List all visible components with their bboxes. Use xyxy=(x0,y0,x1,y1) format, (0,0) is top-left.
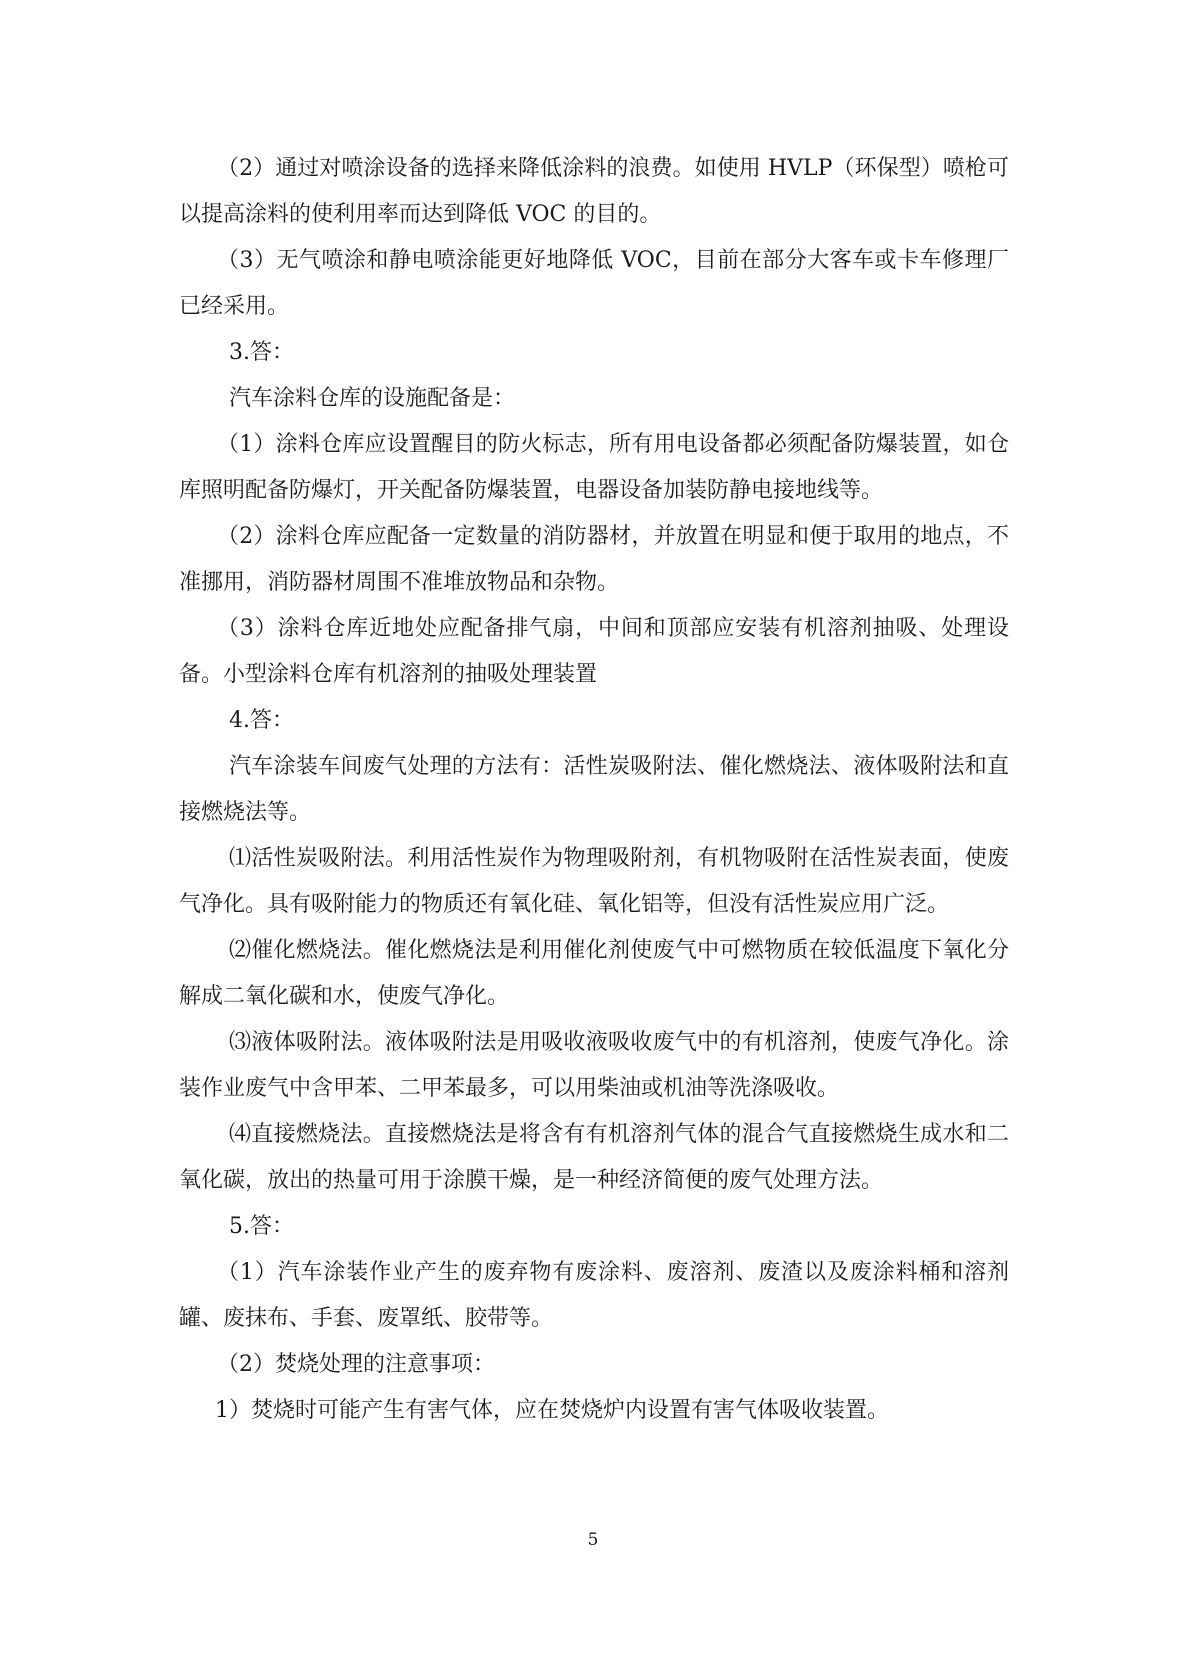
paragraph-4-1: ⑴活性炭吸附法。利用活性炭作为物理吸附剂，有机物吸附在活性炭表面，使废气净化。具有吸附能力的物质还有氧化硅、氧化铝等，但没有活性炭应用广泛。 xyxy=(179,846,1009,917)
paragraph-2-3: （3）无气喷涂和静电喷涂能更好地降低 VOC，目前在部分大客车或卡车修理厂已经采用。 xyxy=(179,248,1009,319)
paragraph-4-3: ⑶液体吸附法。液体吸附法是用吸收液吸收废气中的有机溶剂，使废气净化。涂装作业废气中含甲苯、二甲苯最多，可以用柴油或机油等洗涤吸收。 xyxy=(179,1030,1009,1101)
paragraph-3-intro: 汽车涂料仓库的设施配备是： xyxy=(229,386,516,411)
paragraph-5-1: （1）汽车涂装作业产生的废弃物有废涂料、废溶剂、废渣以及废涂料桶和溶剂罐、废抹布、手套、废罩纸、胶带等。 xyxy=(179,1260,1009,1331)
answer-3-heading: 3.答： xyxy=(229,340,294,365)
paragraph-5-2: （2）焚烧处理的注意事项： xyxy=(217,1352,495,1377)
paragraph-3-3: （3）涂料仓库近地处应配备排气扇，中间和顶部应安装有机溶剂抽吸、处理设备。小型涂料仓库有机溶剂的抽吸处理装置 xyxy=(179,616,1009,687)
paragraph-4-4: ⑷直接燃烧法。直接燃烧法是将含有有机溶剂气体的混合气直接燃烧生成水和二氧化碳，放出的热量可用于涂膜干燥，是一种经济简便的废气处理方法。 xyxy=(179,1122,1009,1193)
paragraph-4-intro: 汽车涂装车间废气处理的方法有：活性炭吸附法、催化燃烧法、液体吸附法和直接燃烧法等。 xyxy=(179,754,1009,825)
paragraph-3-2: （2）涂料仓库应配备一定数量的消防器材，并放置在明显和便于取用的地点，不准挪用，消防器材周围不准堆放物品和杂物。 xyxy=(179,524,1009,595)
page-number: 5 xyxy=(587,1530,599,1550)
paragraph-2-2: （2）通过对喷涂设备的选择来降低涂料的浪费。如使用 HVLP（环保型）喷枪可以提高涂料的使利用率而达到降低 VOC 的目的。 xyxy=(179,156,1009,227)
answer-5-heading: 5.答： xyxy=(229,1214,294,1239)
paragraph-5-2-1: 1）焚烧时可能产生有害气体，应在焚烧炉内设置有害气体吸收装置。 xyxy=(215,1398,889,1423)
answer-4-heading: 4.答： xyxy=(229,708,294,733)
document-body xyxy=(179,146,1009,1434)
paragraph-4-2: ⑵催化燃烧法。催化燃烧法是利用催化剂使废气中可燃物质在较低温度下氧化分解成二氧化碳和水，使废气净化。 xyxy=(179,938,1009,1009)
paragraph-3-1: （1）涂料仓库应设置醒目的防火标志，所有用电设备都必须配备防爆装置，如仓库照明配备防爆灯，开关配备防爆装置，电器设备加装防静电接地线等。 xyxy=(179,432,1009,503)
